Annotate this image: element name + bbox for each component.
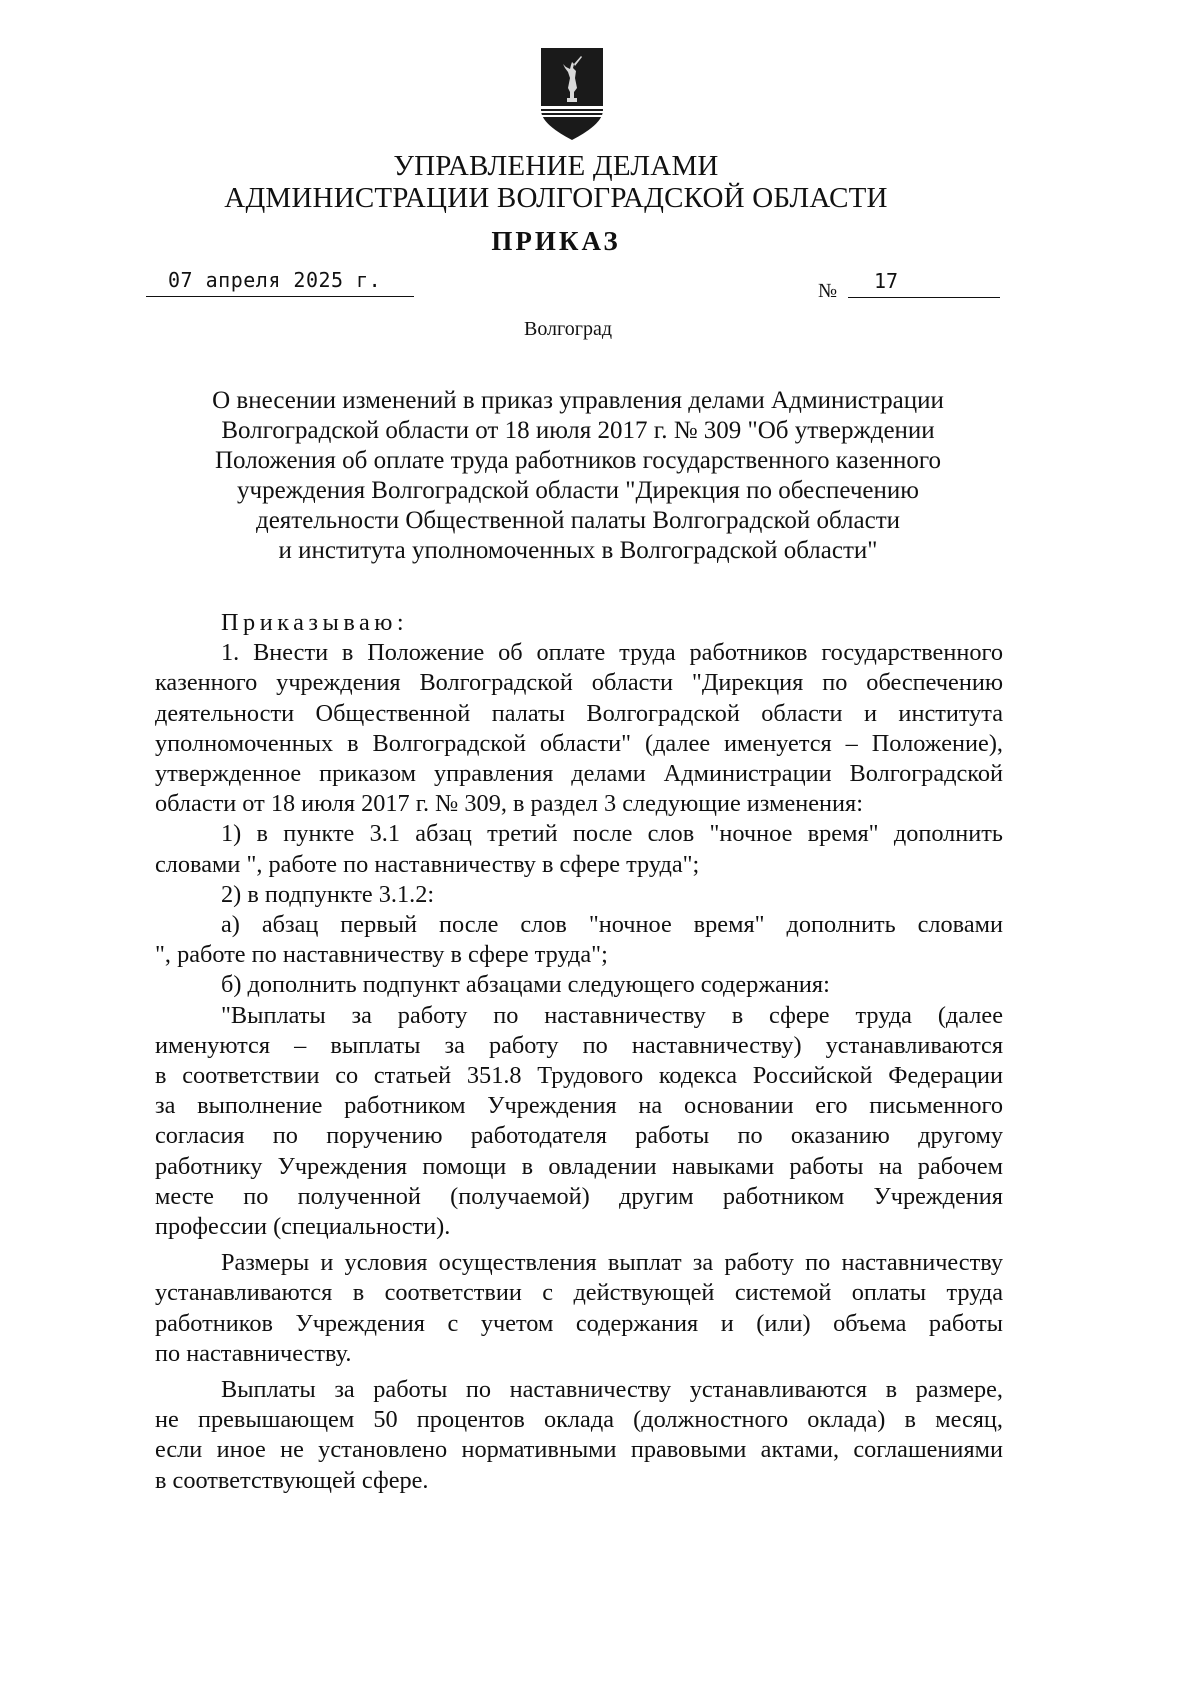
coat-of-arms-emblem [541, 48, 603, 140]
document-number: 17 [874, 269, 899, 293]
body-line: если иное не установлено нормативными правовыми актами, соглашениями [155, 1436, 1003, 1464]
body-line: казенного учреждения Волгоградской области "Дирекция по обеспечению [155, 669, 1003, 697]
body-line: словами ", работе по наставничеству в сфере труда"; [155, 850, 700, 878]
title-line: Волгоградской области от 18 июля 2017 г. № 309 "Об утверждении [221, 417, 935, 444]
document-date: 07 апреля 2025 г. [168, 268, 382, 292]
body-line: "Выплаты за работу по наставничеству в сфере труда (далее [221, 1001, 1003, 1029]
body-line: уполномоченных в Волгоградской области" (далее именуется – Положение), [155, 729, 1003, 757]
body-line: ", работе по наставничеству в сфере труда"; [155, 941, 608, 969]
body-line: за выполнение работником Учреждения на основании его письменного [155, 1092, 1003, 1120]
body-line: Размеры и условия осуществления выплат за работу по наставничеству [221, 1249, 1003, 1277]
body-line: б) дополнить подпункт абзацами следующего содержания: [221, 971, 830, 999]
document-type: ПРИКАЗ [491, 226, 621, 256]
body-line: именуются – выплаты за работу по наставничеству) устанавливаются [155, 1031, 1003, 1059]
order-word: Приказываю: [221, 609, 409, 636]
body-line: не превышающем 50 процентов оклада (должностного оклада) в месяц, [155, 1406, 1003, 1434]
organization-name-line2: АДМИНИСТРАЦИИ ВОЛГОГРАДСКОЙ ОБЛАСТИ [224, 182, 888, 214]
number-field [848, 264, 1000, 298]
body-line: Выплаты за работы по наставничеству устанавливаются в размере, [221, 1376, 1003, 1404]
body-line: по наставничеству. [155, 1339, 352, 1367]
title-line: учреждения Волгоградской области "Дирекция по обеспечению [237, 477, 919, 504]
date-field [146, 264, 414, 297]
document-title [150, 386, 1006, 566]
body-line: согласия по поручению работодателя работы по оказанию другому [155, 1122, 1003, 1150]
body-line: деятельности Общественной палаты Волгоградской области и института [155, 699, 1003, 727]
body-line: а) абзац первый после слов "ночное время" дополнить словами [221, 911, 1003, 939]
body-line: утвержденное приказом управления делами Администрации Волгоградской [155, 760, 1003, 788]
title-line: и института уполномоченных в Волгоградской области" [278, 537, 878, 564]
city-name: Волгоград [523, 318, 613, 340]
body-line: 2) в подпункте 3.1.2: [221, 880, 435, 908]
title-line: деятельности Общественной палаты Волгоградской области [255, 507, 901, 534]
body-line: работнику Учреждения помощи в овладении навыками работы на рабочем [155, 1152, 1003, 1180]
title-line: Положения об оплате труда работников государственного казенного [214, 447, 942, 474]
title-line: О внесении изменений в приказ управления делами Администрации [212, 387, 944, 414]
body-line: работников Учреждения с учетом содержания и (или) объема работы [155, 1309, 1003, 1337]
document-body [155, 608, 1003, 1496]
body-line: профессии (специальности). [155, 1213, 451, 1241]
body-line: месте по полученной (получаемой) другим работником Учреждения [155, 1182, 1003, 1210]
body-line: 1) в пункте 3.1 абзац третий после слов "ночное время" дополнить [221, 820, 1003, 848]
number-sign: № [818, 280, 838, 302]
organization-name-line1: УПРАВЛЕНИЕ ДЕЛАМИ [393, 150, 719, 182]
body-line: 1. Внести в Положение об оплате труда работников государственного [221, 639, 1003, 667]
body-line: устанавливаются в соответствии с действующей системой оплаты труда [155, 1279, 1003, 1307]
body-line: в соответствии со статьей 351.8 Трудового кодекса Российской Федерации [155, 1062, 1003, 1090]
body-line: в соответствующей сфере. [155, 1466, 429, 1494]
body-line: области от 18 июля 2017 г. № 309, в раздел 3 следующие изменения: [155, 790, 863, 818]
